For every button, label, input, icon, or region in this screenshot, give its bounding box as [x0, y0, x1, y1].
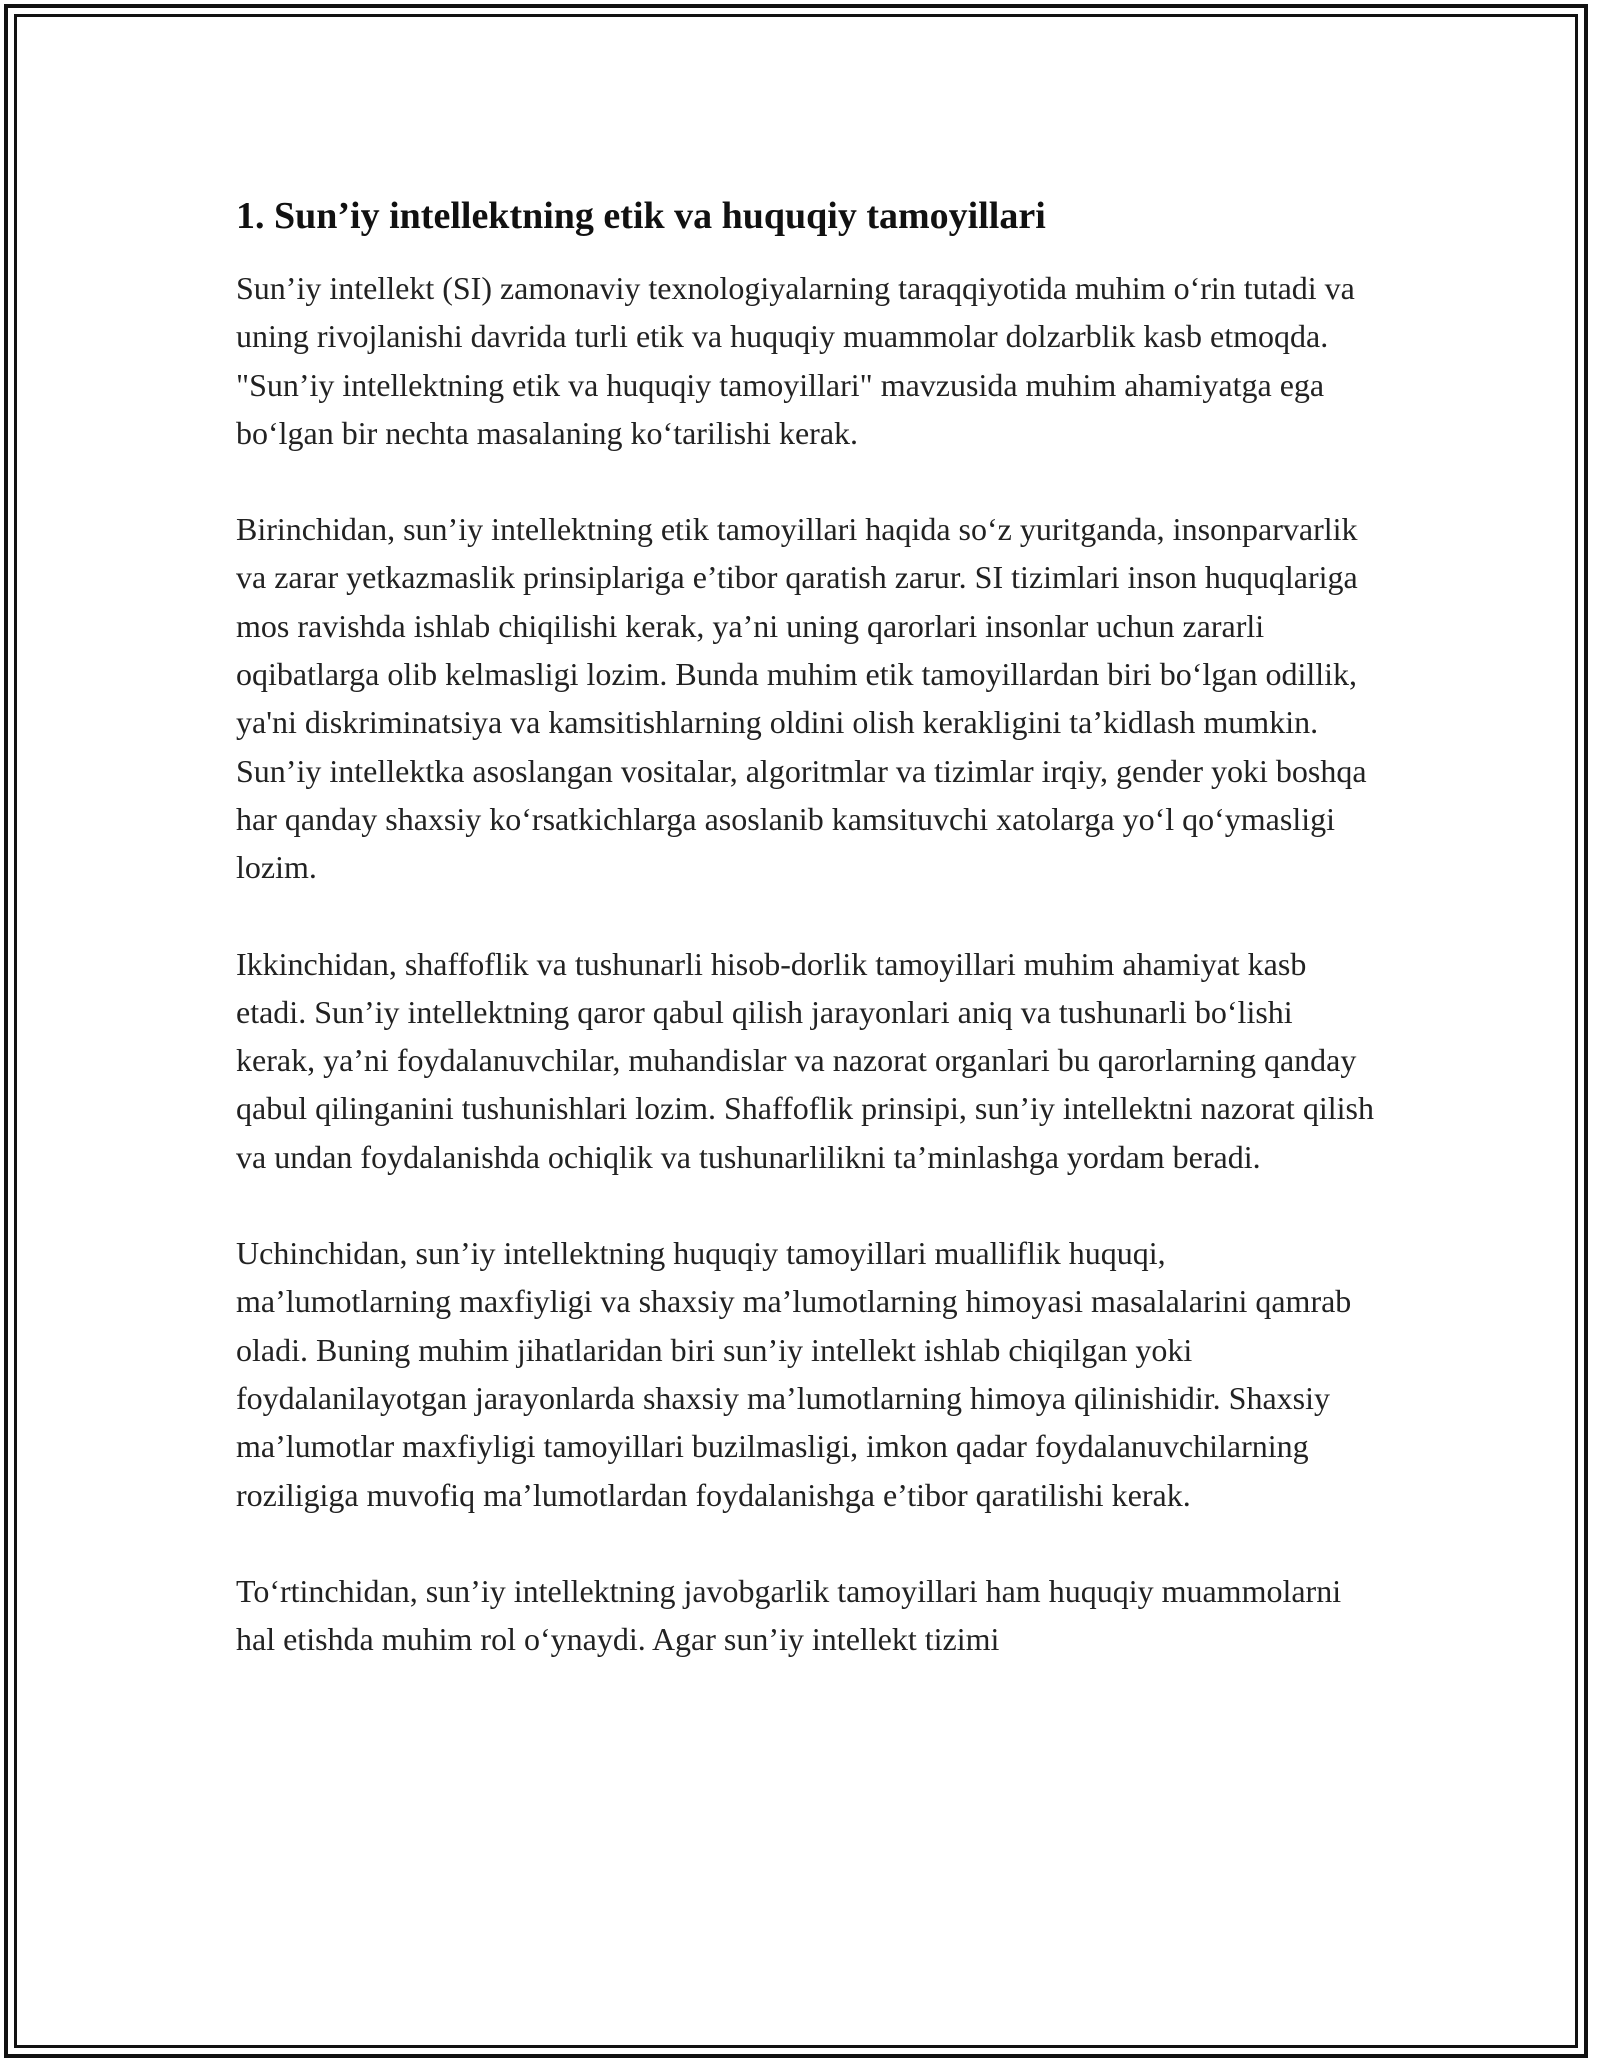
paragraph-second: Ikkinchidan, shaffoflik va tushunarli hisob-dorlik tamoyillari muhim ahamiyat kasb etadi. Sun’iy intellektning qaror qabul qilish jarayonlari aniq va tushunarli bo‘lishi kerak, ya’ni foydalanuvchilar, muhandislar va nazorat organlari bu qarorlarning qanday qabul qilinganini tushunishlari lozim. Shaffoflik prinsipi, sun’iy intellektni nazorat qilish va undan foydalanishda ochiqlik va tushunarlilikni ta’minlashga yordam beradi. — [236, 945, 1374, 1175]
paragraph-third: Uchinchidan, sun’iy intellektning huquqiy tamoyillari mualliflik huquqi, ma’lumotlarning maxfiyligi va shaxsiy ma’lumotlarning himoyasi masalalarini qamrab oladi. Buning muhim jihatlaridan biri sun’iy intellekt ishlab chiqilgan yoki foydalanilayotgan jarayonlarda shaxsiy ma’lumotlarning himoya qilinishidir. Shaxsiy ma’lumotlar maxfiyligi tamoyillari buzilmasligi, imkon qadar foydalanuvchilarning roziligiga muvofiq ma’lumotlardan foydalanishga e’tibor qaratilishi kerak. — [236, 1235, 1352, 1513]
paragraph-first: Birinchidan, sun’iy intellektning etik tamoyillari haqida so‘z yuritganda, insonparvarlik va zarar yetkazmaslik prinsiplariga e’tibor qaratish zarur. SI tizimlari inson huquqlariga mos ravishda ishlab chiqilishi kerak, ya’ni uning qarorlari insonlar uchun zararli oqibatlarga olib kelmasligi lozim. Bunda muhim etik tamoyillardan biri bo‘lgan odillik, ya'ni diskriminatsiya va kamsitishlarning oldini olish kerakligini ta’kidlash mumkin. Sun’iy intellektka asoslangan vositalar, algoritmlar va tizimlar irqiy, gender yoki boshqa har qanday shaxsiy ko‘rsatkichlarga asoslanib kamsituvchi xatolarga yo‘l qo‘ymasligi lozim. — [236, 511, 1367, 886]
section-heading: 1. Sun’iy intellektning etik va huquqiy tamoyillari — [236, 195, 1046, 237]
paragraph-fourth: To‘rtinchidan, sun’iy intellektning javobgarlik tamoyillari ham huquqiy muammolarni hal etishda muhim rol o‘ynaydi. Agar sun’iy intellekt tizimi — [236, 1572, 1342, 1658]
document-body — [236, 188, 1376, 1663]
paragraph-intro: Sun’iy intellekt (SI) zamonaviy texnologiyalarning taraqqiyotida muhim o‘rin tutadi va uning rivojlanishi davrida turli etik va huquqiy muammolar dolzarblik kasb etmoqda. "Sun’iy intellektning etik va huquqiy tamoyillari" mavzusida muhim ahamiyatga ega bo‘lgan bir nechta masalaning ko‘tarilishi kerak. — [236, 270, 1355, 451]
